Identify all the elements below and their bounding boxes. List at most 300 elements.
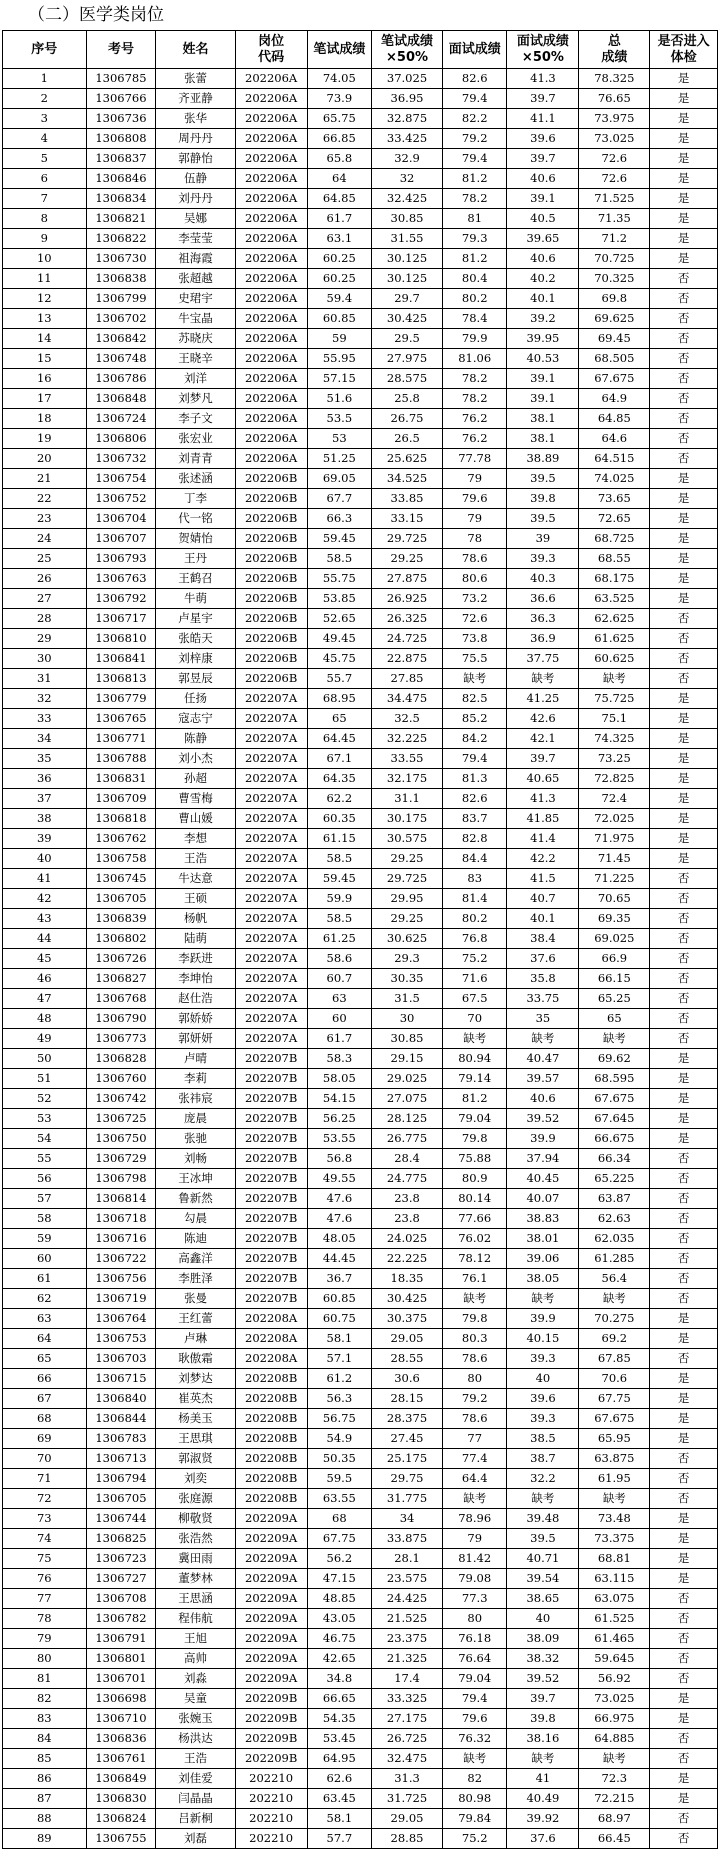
cell-written-score: 58.5 xyxy=(307,909,372,929)
cell-name: 李坤怡 xyxy=(156,969,235,989)
cell-medical-exam: 是 xyxy=(650,729,718,749)
table-row xyxy=(3,89,718,109)
cell-total-score: 65.225 xyxy=(579,1169,650,1189)
cell-exam-id: 1306792 xyxy=(86,589,156,609)
cell-medical-exam: 是 xyxy=(650,829,718,849)
cell-written-score: 54.9 xyxy=(307,1429,372,1449)
cell-written-score: 63.1 xyxy=(307,229,372,249)
cell-post-code: 202209B xyxy=(235,1729,307,1749)
cell-seq: 35 xyxy=(3,749,87,769)
cell-post-code: 202207B xyxy=(235,1269,307,1289)
cell-written-half: 24.775 xyxy=(372,1169,443,1189)
cell-interview-score: 81.2 xyxy=(442,1089,507,1109)
cell-medical-exam: 否 xyxy=(650,649,718,669)
cell-interview-score: 76.64 xyxy=(442,1649,507,1669)
cell-interview-score: 79.8 xyxy=(442,1309,507,1329)
cell-exam-id: 1306840 xyxy=(86,1389,156,1409)
cell-written-score: 57.7 xyxy=(307,1829,372,1849)
cell-interview-score: 76.8 xyxy=(442,929,507,949)
cell-post-code: 202206A xyxy=(235,429,307,449)
cell-written-score: 43.05 xyxy=(307,1609,372,1629)
cell-name: 祖海霞 xyxy=(156,249,235,269)
cell-post-code: 202206A xyxy=(235,129,307,149)
cell-total-score: 71.2 xyxy=(579,229,650,249)
table-row xyxy=(3,609,718,629)
cell-interview-score: 80.94 xyxy=(442,1049,507,1069)
cell-medical-exam: 是 xyxy=(650,1709,718,1729)
cell-interview-half: 39.6 xyxy=(507,1389,579,1409)
cell-post-code: 202208B xyxy=(235,1369,307,1389)
cell-written-score: 66.3 xyxy=(307,509,372,529)
header-exam-id: 考号 xyxy=(86,31,156,69)
cell-written-score: 58.3 xyxy=(307,1049,372,1069)
table-row xyxy=(3,949,718,969)
cell-written-half: 30.85 xyxy=(372,209,443,229)
cell-total-score: 63.875 xyxy=(579,1449,650,1469)
cell-exam-id: 1306818 xyxy=(86,809,156,829)
cell-post-code: 202207B xyxy=(235,1109,307,1129)
cell-post-code: 202207A xyxy=(235,729,307,749)
cell-exam-id: 1306744 xyxy=(86,1509,156,1529)
cell-interview-score: 76.32 xyxy=(442,1729,507,1749)
cell-post-code: 202207B xyxy=(235,1149,307,1169)
cell-seq: 5 xyxy=(3,149,87,169)
cell-total-score: 65.95 xyxy=(579,1429,650,1449)
cell-seq: 39 xyxy=(3,829,87,849)
cell-written-half: 26.5 xyxy=(372,429,443,449)
cell-interview-half: 39.5 xyxy=(507,1529,579,1549)
cell-written-score: 53.5 xyxy=(307,409,372,429)
cell-total-score: 68.55 xyxy=(579,549,650,569)
cell-name: 王红蕾 xyxy=(156,1309,235,1329)
cell-name: 王晓辛 xyxy=(156,349,235,369)
cell-written-half: 32.9 xyxy=(372,149,443,169)
cell-interview-score: 81.2 xyxy=(442,249,507,269)
cell-total-score: 64.9 xyxy=(579,389,650,409)
cell-total-score: 75.725 xyxy=(579,689,650,709)
cell-medical-exam: 否 xyxy=(650,1449,718,1469)
cell-interview-half: 40.65 xyxy=(507,769,579,789)
cell-total-score: 70.65 xyxy=(579,889,650,909)
table-row xyxy=(3,1089,718,1109)
table-row xyxy=(3,109,718,129)
table-row xyxy=(3,1609,718,1629)
cell-name: 张述涵 xyxy=(156,469,235,489)
cell-post-code: 202206A xyxy=(235,69,307,89)
cell-medical-exam: 否 xyxy=(650,1809,718,1829)
cell-interview-half: 38.5 xyxy=(507,1429,579,1449)
cell-seq: 51 xyxy=(3,1069,87,1089)
cell-interview-score: 79.08 xyxy=(442,1569,507,1589)
table-row xyxy=(3,1589,718,1609)
cell-total-score: 73.25 xyxy=(579,749,650,769)
cell-name: 曹雪梅 xyxy=(156,789,235,809)
cell-interview-half: 40.1 xyxy=(507,909,579,929)
cell-written-half: 33.85 xyxy=(372,489,443,509)
cell-medical-exam: 否 xyxy=(650,909,718,929)
cell-name: 郭静怡 xyxy=(156,149,235,169)
cell-exam-id: 1306723 xyxy=(86,1549,156,1569)
cell-total-score: 67.675 xyxy=(579,1409,650,1429)
cell-post-code: 202206A xyxy=(235,389,307,409)
cell-written-score: 59.45 xyxy=(307,869,372,889)
cell-medical-exam: 是 xyxy=(650,1129,718,1149)
cell-name: 史珺宇 xyxy=(156,289,235,309)
cell-medical-exam: 否 xyxy=(650,349,718,369)
cell-interview-half: 缺考 xyxy=(507,1749,579,1769)
cell-interview-half: 39.65 xyxy=(507,229,579,249)
cell-written-score: 56.3 xyxy=(307,1389,372,1409)
cell-medical-exam: 否 xyxy=(650,1349,718,1369)
cell-exam-id: 1306821 xyxy=(86,209,156,229)
cell-medical-exam: 是 xyxy=(650,1429,718,1449)
cell-written-score: 57.15 xyxy=(307,369,372,389)
table-row xyxy=(3,1809,718,1829)
cell-written-half: 31.725 xyxy=(372,1789,443,1809)
cell-name: 陈静 xyxy=(156,729,235,749)
cell-interview-half: 40 xyxy=(507,1369,579,1389)
cell-written-score: 60.35 xyxy=(307,809,372,829)
cell-written-score: 56.25 xyxy=(307,1109,372,1129)
cell-written-half: 30.85 xyxy=(372,1029,443,1049)
cell-written-score: 60.7 xyxy=(307,969,372,989)
cell-exam-id: 1306783 xyxy=(86,1429,156,1449)
cell-seq: 18 xyxy=(3,409,87,429)
cell-post-code: 202209A xyxy=(235,1669,307,1689)
cell-interview-score: 79.4 xyxy=(442,749,507,769)
cell-interview-score: 78 xyxy=(442,529,507,549)
cell-written-half: 31.55 xyxy=(372,229,443,249)
cell-post-code: 202206A xyxy=(235,289,307,309)
table-row xyxy=(3,449,718,469)
table-row xyxy=(3,229,718,249)
cell-written-half: 23.575 xyxy=(372,1569,443,1589)
cell-interview-score: 76.1 xyxy=(442,1269,507,1289)
cell-written-score: 65.8 xyxy=(307,149,372,169)
cell-name: 王旭 xyxy=(156,1629,235,1649)
cell-interview-half: 39.2 xyxy=(507,309,579,329)
cell-exam-id: 1306726 xyxy=(86,949,156,969)
cell-post-code: 202207B xyxy=(235,1189,307,1209)
cell-interview-half: 41.1 xyxy=(507,109,579,129)
cell-post-code: 202206B xyxy=(235,489,307,509)
table-row xyxy=(3,989,718,1009)
cell-medical-exam: 是 xyxy=(650,529,718,549)
cell-interview-score: 80 xyxy=(442,1369,507,1389)
cell-seq: 26 xyxy=(3,569,87,589)
cell-interview-score: 73.8 xyxy=(442,629,507,649)
header-interview-score: 面试成绩 xyxy=(442,31,507,69)
cell-medical-exam: 是 xyxy=(650,249,718,269)
cell-interview-score: 79.04 xyxy=(442,1669,507,1689)
cell-post-code: 202206A xyxy=(235,269,307,289)
cell-interview-score: 76.18 xyxy=(442,1629,507,1649)
cell-seq: 62 xyxy=(3,1289,87,1309)
cell-interview-score: 79.14 xyxy=(442,1069,507,1089)
cell-written-half: 30.125 xyxy=(372,269,443,289)
cell-exam-id: 1306713 xyxy=(86,1449,156,1469)
cell-interview-half: 40.6 xyxy=(507,1089,579,1109)
cell-name: 张祎宸 xyxy=(156,1089,235,1109)
cell-seq: 48 xyxy=(3,1009,87,1029)
table-row xyxy=(3,1829,718,1849)
cell-medical-exam: 是 xyxy=(650,109,718,129)
cell-written-half: 24.025 xyxy=(372,1229,443,1249)
cell-seq: 40 xyxy=(3,849,87,869)
cell-exam-id: 1306813 xyxy=(86,669,156,689)
table-row xyxy=(3,369,718,389)
cell-written-half: 29.75 xyxy=(372,1469,443,1489)
cell-name: 张驰 xyxy=(156,1129,235,1149)
cell-seq: 67 xyxy=(3,1389,87,1409)
cell-interview-half: 39.7 xyxy=(507,749,579,769)
cell-seq: 79 xyxy=(3,1629,87,1649)
table-row xyxy=(3,1769,718,1789)
cell-name: 牛萌 xyxy=(156,589,235,609)
cell-exam-id: 1306798 xyxy=(86,1169,156,1189)
cell-written-score: 60.25 xyxy=(307,269,372,289)
cell-written-score: 48.05 xyxy=(307,1229,372,1249)
cell-exam-id: 1306788 xyxy=(86,749,156,769)
cell-total-score: 60.625 xyxy=(579,649,650,669)
cell-interview-half: 39.9 xyxy=(507,1309,579,1329)
cell-exam-id: 1306825 xyxy=(86,1529,156,1549)
cell-medical-exam: 否 xyxy=(650,949,718,969)
cell-name: 刘洋 xyxy=(156,369,235,389)
cell-medical-exam: 否 xyxy=(650,1009,718,1029)
cell-interview-half: 39.52 xyxy=(507,1109,579,1129)
cell-total-score: 72.025 xyxy=(579,809,650,829)
cell-written-half: 29.3 xyxy=(372,949,443,969)
cell-written-half: 23.8 xyxy=(372,1209,443,1229)
cell-total-score: 66.15 xyxy=(579,969,650,989)
cell-total-score: 61.465 xyxy=(579,1629,650,1649)
cell-seq: 14 xyxy=(3,329,87,349)
cell-exam-id: 1306828 xyxy=(86,1049,156,1069)
cell-total-score: 62.625 xyxy=(579,609,650,629)
table-row xyxy=(3,249,718,269)
cell-name: 王思琪 xyxy=(156,1429,235,1449)
cell-total-score: 73.375 xyxy=(579,1529,650,1549)
cell-medical-exam: 否 xyxy=(650,449,718,469)
cell-written-half: 27.075 xyxy=(372,1089,443,1109)
cell-post-code: 202206A xyxy=(235,349,307,369)
cell-medical-exam: 否 xyxy=(650,1469,718,1489)
cell-interview-score: 79.6 xyxy=(442,489,507,509)
cell-post-code: 202206A xyxy=(235,149,307,169)
cell-interview-score: 80.9 xyxy=(442,1169,507,1189)
cell-interview-half: 39.8 xyxy=(507,489,579,509)
cell-interview-score: 79 xyxy=(442,469,507,489)
cell-seq: 66 xyxy=(3,1369,87,1389)
cell-seq: 45 xyxy=(3,949,87,969)
cell-written-score: 36.7 xyxy=(307,1269,372,1289)
cell-written-score: 47.15 xyxy=(307,1569,372,1589)
cell-medical-exam: 否 xyxy=(650,1649,718,1669)
cell-written-score: 68 xyxy=(307,1509,372,1529)
cell-written-half: 32.475 xyxy=(372,1749,443,1769)
cell-written-half: 28.1 xyxy=(372,1549,443,1569)
cell-name: 卢琳 xyxy=(156,1329,235,1349)
cell-total-score: 73.025 xyxy=(579,1689,650,1709)
cell-interview-half: 38.1 xyxy=(507,409,579,429)
table-row xyxy=(3,889,718,909)
cell-seq: 4 xyxy=(3,129,87,149)
cell-total-score: 70.275 xyxy=(579,1309,650,1329)
cell-interview-half: 32.2 xyxy=(507,1469,579,1489)
cell-seq: 87 xyxy=(3,1789,87,1809)
cell-interview-score: 缺考 xyxy=(442,1489,507,1509)
cell-seq: 27 xyxy=(3,589,87,609)
cell-interview-score: 79.4 xyxy=(442,149,507,169)
cell-name: 冀田雨 xyxy=(156,1549,235,1569)
table-row xyxy=(3,209,718,229)
cell-post-code: 202207A xyxy=(235,969,307,989)
cell-written-half: 33.15 xyxy=(372,509,443,529)
cell-post-code: 202206B xyxy=(235,589,307,609)
cell-exam-id: 1306799 xyxy=(86,289,156,309)
cell-medical-exam: 否 xyxy=(650,869,718,889)
cell-written-half: 27.85 xyxy=(372,669,443,689)
cell-post-code: 202207A xyxy=(235,709,307,729)
cell-interview-score: 77.3 xyxy=(442,1589,507,1609)
cell-written-half: 30.6 xyxy=(372,1369,443,1389)
cell-name: 刘佳爱 xyxy=(156,1769,235,1789)
cell-written-score: 65 xyxy=(307,709,372,729)
cell-exam-id: 1306786 xyxy=(86,369,156,389)
cell-exam-id: 1306766 xyxy=(86,89,156,109)
cell-exam-id: 1306814 xyxy=(86,1189,156,1209)
cell-written-half: 34.475 xyxy=(372,689,443,709)
cell-medical-exam: 是 xyxy=(650,1569,718,1589)
cell-written-half: 29.725 xyxy=(372,869,443,889)
cell-written-half: 18.35 xyxy=(372,1269,443,1289)
cell-interview-score: 75.88 xyxy=(442,1149,507,1169)
cell-post-code: 202208B xyxy=(235,1389,307,1409)
cell-written-score: 61.2 xyxy=(307,1369,372,1389)
cell-post-code: 202207A xyxy=(235,1029,307,1049)
cell-interview-half: 35 xyxy=(507,1009,579,1029)
cell-name: 张宏业 xyxy=(156,429,235,449)
cell-interview-half: 缺考 xyxy=(507,1029,579,1049)
cell-written-half: 23.8 xyxy=(372,1189,443,1209)
cell-seq: 50 xyxy=(3,1049,87,1069)
cell-exam-id: 1306773 xyxy=(86,1029,156,1049)
cell-post-code: 202209A xyxy=(235,1529,307,1549)
cell-seq: 68 xyxy=(3,1409,87,1429)
cell-written-half: 29.5 xyxy=(372,329,443,349)
cell-written-half: 28.55 xyxy=(372,1349,443,1369)
cell-written-half: 27.175 xyxy=(372,1709,443,1729)
cell-exam-id: 1306761 xyxy=(86,1749,156,1769)
table-row xyxy=(3,129,718,149)
cell-name: 卢星宇 xyxy=(156,609,235,629)
cell-interview-score: 78.2 xyxy=(442,389,507,409)
cell-written-score: 54.15 xyxy=(307,1089,372,1109)
header-written-half: 笔试成绩 ×50% xyxy=(372,31,443,69)
cell-post-code: 202209A xyxy=(235,1589,307,1609)
cell-exam-id: 1306708 xyxy=(86,1589,156,1609)
cell-exam-id: 1306762 xyxy=(86,829,156,849)
cell-medical-exam: 否 xyxy=(650,1669,718,1689)
cell-interview-score: 80.6 xyxy=(442,569,507,589)
cell-written-score: 63.55 xyxy=(307,1489,372,1509)
cell-exam-id: 1306836 xyxy=(86,1729,156,1749)
cell-total-score: 缺考 xyxy=(579,1289,650,1309)
cell-exam-id: 1306831 xyxy=(86,769,156,789)
cell-written-half: 30.575 xyxy=(372,829,443,849)
cell-interview-half: 缺考 xyxy=(507,1489,579,1509)
cell-medical-exam: 是 xyxy=(650,589,718,609)
cell-written-score: 64.35 xyxy=(307,769,372,789)
cell-interview-score: 82.2 xyxy=(442,109,507,129)
cell-written-half: 26.775 xyxy=(372,1129,443,1149)
cell-written-half: 26.925 xyxy=(372,589,443,609)
cell-medical-exam: 否 xyxy=(650,1229,718,1249)
cell-total-score: 61.95 xyxy=(579,1469,650,1489)
cell-name: 李胜泽 xyxy=(156,1269,235,1289)
cell-written-half: 29.7 xyxy=(372,289,443,309)
cell-seq: 2 xyxy=(3,89,87,109)
table-row xyxy=(3,1169,718,1189)
cell-written-score: 60.85 xyxy=(307,309,372,329)
cell-seq: 20 xyxy=(3,449,87,469)
cell-name: 刘畅 xyxy=(156,1149,235,1169)
cell-medical-exam: 是 xyxy=(650,209,718,229)
cell-written-score: 60.25 xyxy=(307,249,372,269)
cell-medical-exam: 是 xyxy=(650,1389,718,1409)
cell-post-code: 202209B xyxy=(235,1709,307,1729)
table-row xyxy=(3,569,718,589)
cell-exam-id: 1306844 xyxy=(86,1409,156,1429)
cell-written-score: 48.85 xyxy=(307,1589,372,1609)
cell-exam-id: 1306717 xyxy=(86,609,156,629)
cell-interview-score: 84.2 xyxy=(442,729,507,749)
cell-interview-score: 78.96 xyxy=(442,1509,507,1529)
cell-medical-exam: 是 xyxy=(650,1049,718,1069)
cell-seq: 78 xyxy=(3,1609,87,1629)
table-row xyxy=(3,669,718,689)
header-interview-half: 面试成绩 ×50% xyxy=(507,31,579,69)
cell-total-score: 71.225 xyxy=(579,869,650,889)
cell-name: 张婉玉 xyxy=(156,1709,235,1729)
cell-written-half: 29.25 xyxy=(372,909,443,929)
cell-seq: 47 xyxy=(3,989,87,1009)
cell-written-score: 47.6 xyxy=(307,1189,372,1209)
cell-seq: 1 xyxy=(3,69,87,89)
cell-written-half: 33.55 xyxy=(372,749,443,769)
cell-interview-score: 81.2 xyxy=(442,169,507,189)
cell-interview-score: 80.2 xyxy=(442,909,507,929)
cell-seq: 69 xyxy=(3,1429,87,1449)
cell-total-score: 67.75 xyxy=(579,1389,650,1409)
cell-exam-id: 1306764 xyxy=(86,1309,156,1329)
cell-written-half: 36.95 xyxy=(372,89,443,109)
cell-exam-id: 1306709 xyxy=(86,789,156,809)
cell-seq: 52 xyxy=(3,1089,87,1109)
cell-medical-exam: 否 xyxy=(650,369,718,389)
cell-name: 李莉 xyxy=(156,1069,235,1089)
cell-total-score: 65 xyxy=(579,1009,650,1029)
cell-total-score: 56.92 xyxy=(579,1669,650,1689)
cell-interview-half: 39 xyxy=(507,529,579,549)
cell-seq: 32 xyxy=(3,689,87,709)
cell-interview-score: 77.78 xyxy=(442,449,507,469)
cell-interview-score: 75.2 xyxy=(442,1829,507,1849)
cell-post-code: 202208B xyxy=(235,1489,307,1509)
cell-interview-half: 41.3 xyxy=(507,789,579,809)
cell-written-score: 58.5 xyxy=(307,849,372,869)
